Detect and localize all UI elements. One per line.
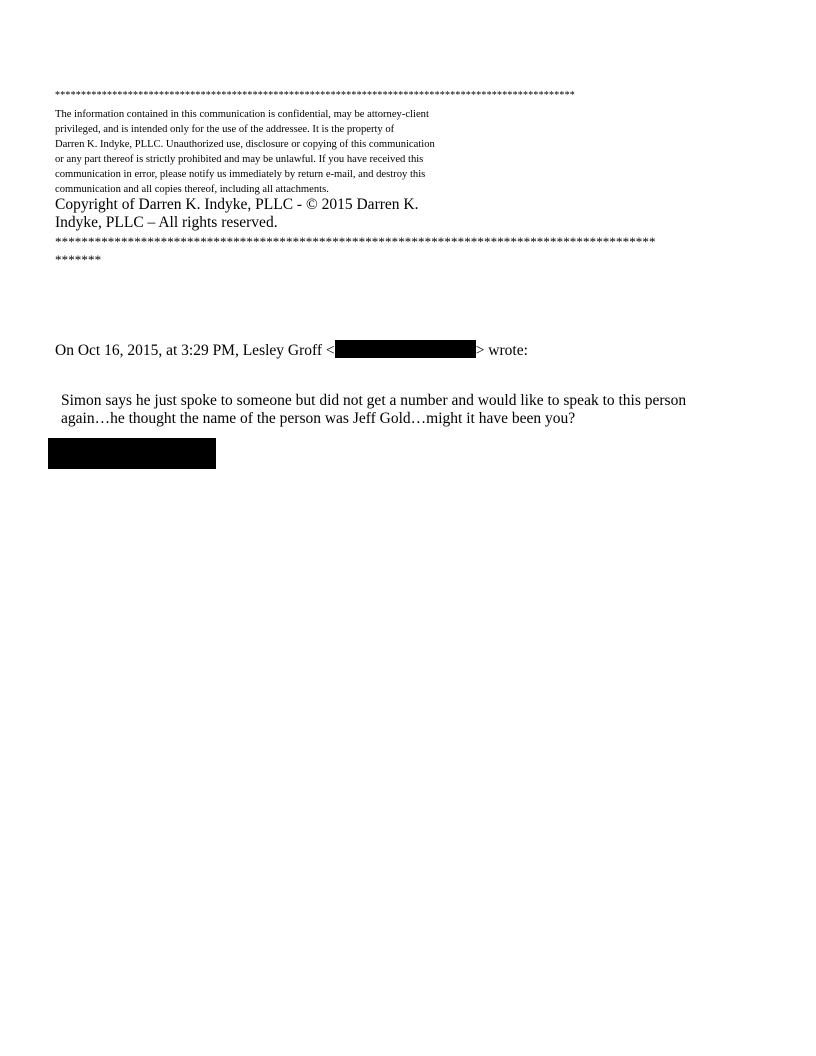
- notice-line: communication in error, please notify us immediately by return e-mail, and destroy this: [55, 169, 426, 180]
- message-line: again…he thought the name of the person was Jeff Gold…might it have been you?: [61, 410, 576, 427]
- copyright-notice: [55, 196, 418, 232]
- quoted-message-header: [55, 340, 528, 361]
- confidentiality-notice: [55, 107, 435, 197]
- disclaimer-separator-bottom: [55, 233, 656, 269]
- quoted-message-body: [61, 392, 686, 428]
- redacted-email: [335, 340, 476, 358]
- notice-line: communication and all copies thereof, including all attachments.: [55, 184, 329, 195]
- separator-line: *******************************************************************************************: [55, 234, 656, 249]
- notice-line: Darren K. Indyke, PLLC. Unauthorized use, disclosure or copying of this communication: [55, 139, 435, 150]
- copyright-line: Indyke, PLLC – All rights reserved.: [55, 214, 278, 231]
- copyright-line: Copyright of Darren K. Indyke, PLLC - © 2015 Darren K.: [55, 196, 419, 213]
- header-prefix: On Oct 16, 2015, at 3:29 PM, Lesley Groff <: [55, 342, 335, 359]
- header-suffix: > wrote:: [475, 342, 528, 359]
- notice-line: privileged, and is intended only for the use of the addressee. It is the property of: [55, 124, 395, 135]
- notice-line: or any part thereof is strictly prohibited and may be unlawful. If you have received this: [55, 154, 424, 165]
- notice-line: The information contained in this communication is confidential, may be attorney-client: [55, 109, 429, 120]
- redacted-signature: [48, 438, 216, 469]
- disclaimer-separator-top: ****************************************************************************************************: [55, 90, 575, 101]
- separator-line: *******: [55, 252, 102, 267]
- message-line: Simon says he just spoke to someone but did not get a number and would like to speak to this person: [61, 392, 687, 409]
